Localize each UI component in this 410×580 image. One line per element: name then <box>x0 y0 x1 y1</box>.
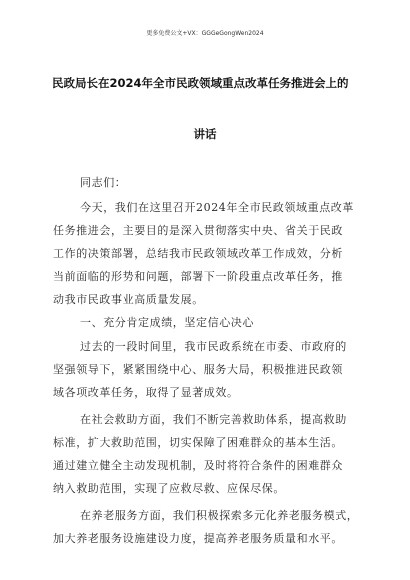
paragraph-line: 加大养老服务设施建设力度，提高养老服务质量和水平。 <box>53 532 343 545</box>
paragraph-line: 动我市民政事业高质量发展。 <box>53 293 204 306</box>
document-title: 民政局长在2024年全市民政领域重点改革任务推进会上的 <box>52 76 349 90</box>
paragraph-line: 标准，扩大救助范围，切实保障了困难群众的基本生活。 <box>53 436 343 449</box>
paragraph-line: 今天，我们在这里召开2024年全市民政领域重点改革 <box>80 201 354 214</box>
paragraph-line: 在养老服务方面，我们积极探索多元化养老服务模式， <box>80 509 359 522</box>
paragraph-line: 纳入救助范围，实现了应救尽救、应保尽保。 <box>53 482 285 495</box>
paragraph-line: 在社会救助方面，我们不断完善救助体系，提高救助 <box>80 413 347 426</box>
document-title-continued: 讲话 <box>193 127 217 141</box>
paragraph-line: 工作的决策部署，总结我市民政领域改革工作成效，分析 <box>53 247 343 260</box>
paragraph-line: 坚强领导下，紧紧围绕中心、服务大局，积极推进民政领 <box>53 363 343 376</box>
paragraph-line: 当前面临的形势和问题，部署下一阶段重点改革任务，推 <box>53 270 343 283</box>
paragraph-line: 通过建立健全主动发现机制，及时将符合条件的困难群众 <box>53 459 343 472</box>
section-heading: 一、充分肯定成绩，坚定信心决心 <box>80 316 254 329</box>
paragraph-line: 过去的一段时间里，我市民政系统在市委、市政府的 <box>80 340 347 353</box>
header-note: 更多免费公文+VX：GGGeGongWen2024 <box>146 30 264 37</box>
salutation: 同志们： <box>80 176 127 189</box>
paragraph-line: 任务推进会，主要目的是深入贯彻落实中央、省关于民政 <box>53 224 343 237</box>
paragraph-line: 域各项改革任务，取得了显著成效。 <box>53 386 239 399</box>
